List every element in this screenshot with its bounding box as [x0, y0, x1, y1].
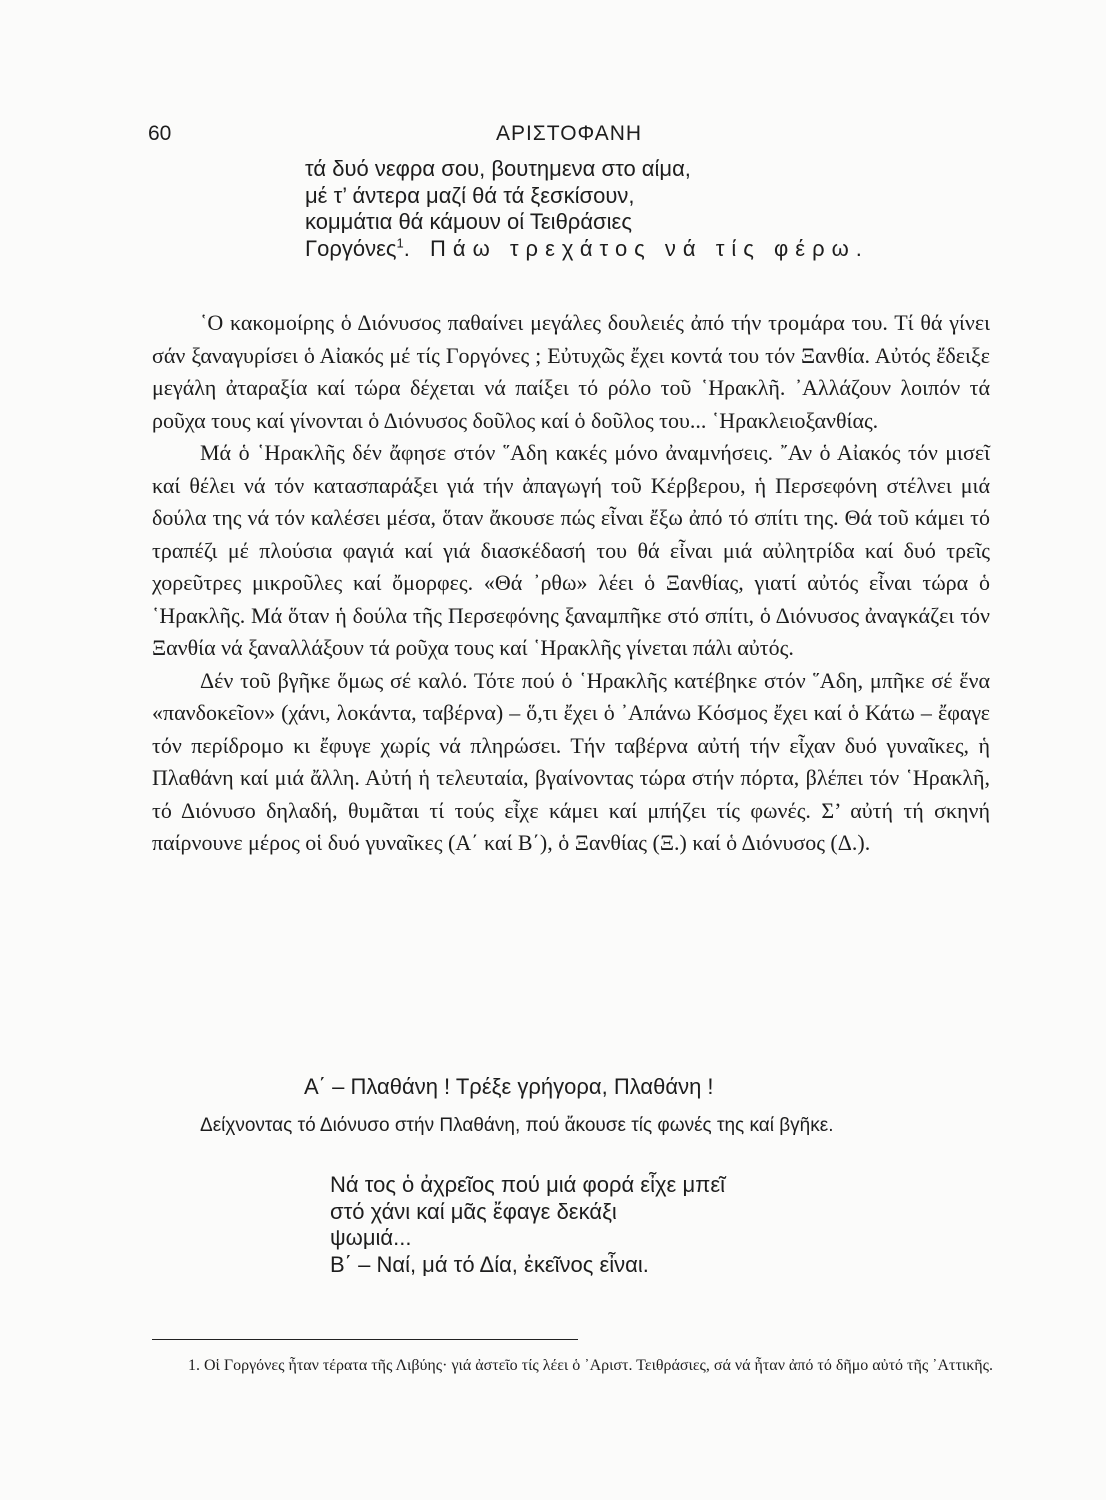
- paragraph: Δέν τοῦ βγῆκε ὅμως σέ καλό. Τότε πού ὁ ῾Ηρακλῆς κατέβηκε στόν ῞Αδη, μπῆκε σέ ἕνα «πανδοκεῖον» (χάνι, λοκάντα, ταβέρνα) – ὅ,τι ἔχει ὁ ᾿Απάνω Κόσμος ἔχει καί ὁ Κάτω – ἔφαγε τόν περίδρομο κι ἔφυγε χωρίς νά πληρώσει. Τήν ταβέρνα αὐτή τήν εἶχαν δυό γυναῖκες, ἡ Πλαθάνη καί μιά ἄλλη. Αὐτή ἡ τελευταία, βγαίνοντας τώρα στήν πόρτα, βλέπει τόν ῾Ηρακλῆ, τό Διόνυσο δηλαδή, θυμᾶται τί τούς εἶχε κάμει καί μπήζει τίς φωνές. Σ’ αὐτή τή σκηνή παίρνουνε μέρος οἱ δυό γυναῖκες (Α΄ καί Β΄), ὁ Ξανθίας (Ξ.) καί ὁ Διόνυσος (Δ.).: [152, 667, 990, 855]
- footnote: [152, 1352, 1000, 1379]
- verse-line-with-footnote: [305, 236, 869, 263]
- stage-direction-text: Δείχνοντας τό Διόνυσο στήν Πλαθάνη, πού ἄκουσε τίς φωνές της καί βγῆκε.: [200, 1115, 834, 1136]
- running-title: ΑΡΙΣΤΟΦΑΝΗ: [495, 122, 643, 145]
- dialogue-line-b: Β΄ – Ναί, μά τό Δία, ἐκεῖνος εἶναι.: [330, 1252, 649, 1277]
- footnote-marker[interactable]: 1: [396, 235, 404, 251]
- stage-direction: [152, 1108, 990, 1144]
- page-number: 60: [148, 122, 172, 145]
- verse-text: Γοργόνες: [305, 235, 397, 261]
- footnote-divider: [152, 1339, 578, 1340]
- footnote-text: 1. Οἱ Γοργόνες ἦταν τέρατα τῆς Λιβύης· γιά ἀστεῖο τίς λέει ὁ ᾿Αριστ. Τειθράσιες, σά νά ἦταν ἀπό τό δῆμο αὐτό τῆς ᾿Αττικῆς.: [188, 1357, 993, 1374]
- paragraph: Μά ὁ ῾Ηρακλῆς δέν ἄφησε στόν ῞Αδη κακές μόνο ἀναμνήσεις. ῎Αν ὁ Αἰακός τόν μισεῖ καί θέλει νά τόν κατασπαράξει γιά τήν ἀπαγωγή τοῦ Κέρβερου, ἡ Περσεφόνη στέλνει μιά δούλα της νά τόν καλέσει μέσα, ὅταν ἄκουσε πώς εἶναι ἔξω ἀπό τό σπίτι της. Θά τοῦ κάμει τό τραπέζι μέ πλούσια φαγιά καί γιά διασκέδασή του θά εἶναι μιά αὐλητρίδα καί δυό τρεῖς χορεῦτρες μικροῦλες καί ὄμορφες. «Θά ᾽ρθω» λέει ὁ Ξανθίας, γιατί αὐτός εἶναι τώρα ὁ ῾Ηρακλῆς. Μά ὅταν ἡ δούλα τῆς Περσεφόνης ξαναμπῆκε στό σπίτι, ὁ Διόνυσος ἀναγκάζει τόν Ξανθία νά ξαναλλάξουν τά ροῦχα τους καί ῾Ηρακλῆς γίνεται πάλι αὐτός.: [152, 440, 990, 660]
- verse-line: Νά τος ὁ ἀχρεῖος πού μιά φορά εἶχε μπεῖ: [330, 1172, 726, 1197]
- verse-line: μέ τ’ άντερα μαζί θά τά ξεσκίσουν,: [305, 182, 635, 208]
- verse-line: στό χάνι καί μᾶς ἔφαγε δεκάξι: [330, 1198, 617, 1224]
- dialogue-line-a: Α΄ – Πλαθάνη ! Τρέξε γρήγορα, Πλαθάνη !: [304, 1074, 714, 1099]
- verse-dialogue: [330, 1172, 725, 1252]
- verse-line: τά δυό νεφρα σου, βουτημενα στο αίμα,: [305, 156, 691, 181]
- prose-body: [152, 307, 990, 860]
- page-header: [148, 122, 990, 152]
- verse-line: κομμάτια θά κάμουν οί Τειθράσιες: [305, 209, 632, 234]
- verse-line: ψωμιά...: [330, 1225, 412, 1250]
- verse-text-spaced: . Πάω τρεχάτος νά τίς φέρω.: [403, 235, 869, 261]
- paragraph: ῾Ο κακομοίρης ὁ Διόνυσος παθαίνει μεγάλες δουλειές ἀπό τήν τρομάρα του. Τί θά γίνει σάν ξαναγυρίσει ὁ Αἰακός μέ τίς Γοργόνες ; Εὐτυχῶς ἔχει κοντά του τόν Ξανθία. Αὐτός ἔδειξε μεγάλη ἀταραξία καί τώρα δέχεται νά παίξει τό ρόλο τοῦ ῾Ηρακλῆ. ᾿Αλλάζουν λοιπόν τά ροῦχα τους καί γίνονται ὁ Διόνυσος δοῦλος καί ὁ δοῦλος του... ῾Ηρακλειοξανθίας.: [152, 310, 990, 433]
- verse-top: [305, 156, 869, 262]
